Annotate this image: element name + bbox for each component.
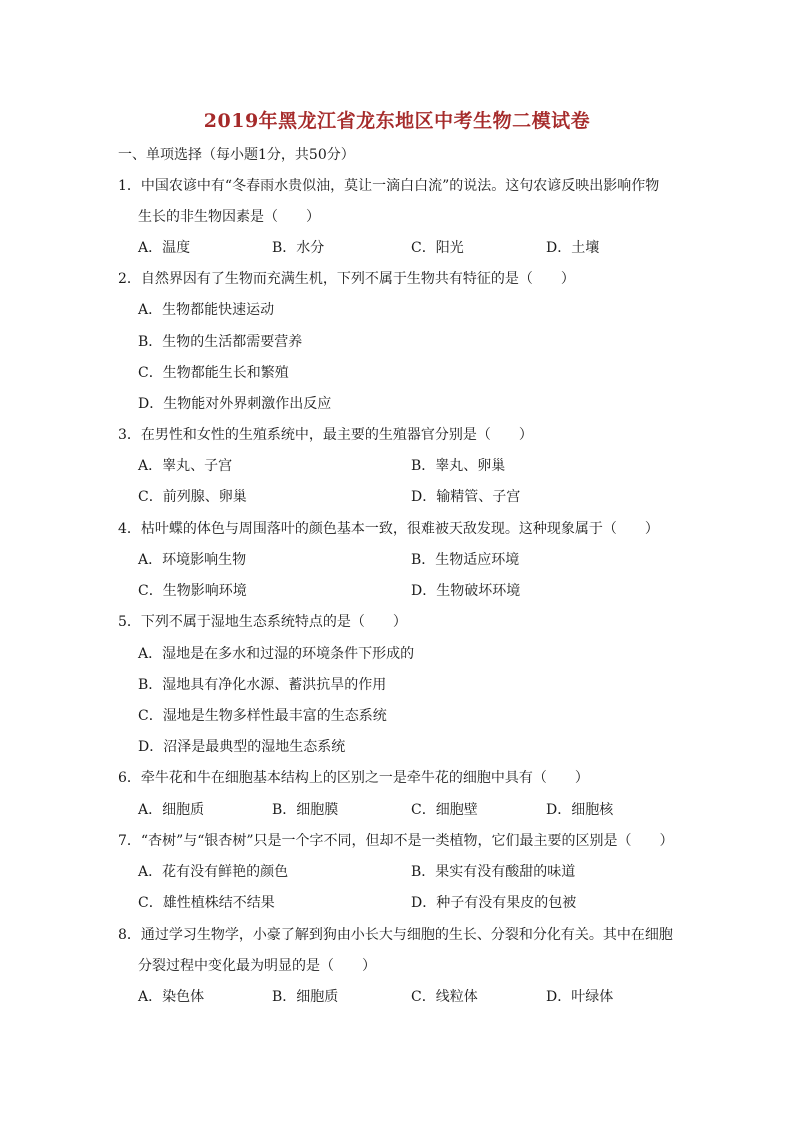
question-2-option-d: D．生物能对外界刺激作出反应 xyxy=(138,396,332,412)
question-3-option-a: A．睾丸、子宫 xyxy=(138,458,233,474)
exam-title: 2019年黑龙江省龙东地区中考生物二模试卷 xyxy=(203,110,591,132)
question-2-option-a: A．生物都能快速运动 xyxy=(138,302,275,318)
question-8-stem-cont: 分裂过程中变化最为明显的是（ ） xyxy=(138,958,376,974)
question-1-option-c: C．阳光 xyxy=(411,240,464,256)
question-5-option-c: C．湿地是生物多样性最丰富的生态系统 xyxy=(138,708,387,724)
question-5-option-b: B．湿地具有净化水源、蓄洪抗旱的作用 xyxy=(138,677,387,693)
question-4-option-d: D．生物破坏环境 xyxy=(411,583,521,599)
question-2-option-b: B．生物的生活都需要营养 xyxy=(138,334,303,350)
question-5-option-d: D．沼泽是最典型的湿地生态系统 xyxy=(138,739,346,755)
question-7-option-c: C．雄性植株结不结果 xyxy=(138,895,275,911)
question-4-stem: 4．枯叶蝶的体色与周围落叶的颜色基本一致，很难被天敌发现。这种现象属于（ ） xyxy=(118,521,659,537)
question-8-option-b: B．细胞质 xyxy=(272,989,339,1005)
question-8-option-d: D．叶绿体 xyxy=(546,989,614,1005)
question-1-option-d: D．土壤 xyxy=(546,240,600,256)
question-1-option-a: A．温度 xyxy=(138,240,191,256)
question-7-option-d: D．种子有没有果皮的包被 xyxy=(411,895,577,911)
question-6-option-d: D．细胞核 xyxy=(546,802,614,818)
question-8-stem: 8．通过学习生物学，小豪了解到狗由小长大与细胞的生长、分裂和分化有关。其中在细胞 xyxy=(118,927,673,943)
question-3-option-d: D．输精管、子宫 xyxy=(411,489,521,505)
question-8-option-c: C．线粒体 xyxy=(411,989,478,1005)
question-7-option-a: A．花有没有鲜艳的颜色 xyxy=(138,864,289,880)
question-4-option-b: B．生物适应环境 xyxy=(411,552,520,568)
question-4-option-a: A．环境影响生物 xyxy=(138,552,247,568)
question-1-stem: 1．中国农谚中有“冬春雨水贵似油，莫让一滴白白流”的说法。这句农谚反映出影响作物 xyxy=(118,178,660,194)
question-6-stem: 6．牵牛花和牛在细胞基本结构上的区别之一是牵牛花的细胞中具有（ ） xyxy=(118,770,589,786)
question-6-option-b: B．细胞膜 xyxy=(272,802,339,818)
question-8-option-a: A．染色体 xyxy=(138,989,205,1005)
question-1-option-b: B．水分 xyxy=(272,240,325,256)
question-5-option-a: A．湿地是在多水和过湿的环境条件下形成的 xyxy=(138,646,415,662)
question-1-stem-cont: 生长的非生物因素是（ ） xyxy=(138,209,320,225)
question-4-option-c: C．生物影响环境 xyxy=(138,583,247,599)
question-6-option-c: C．细胞壁 xyxy=(411,802,478,818)
question-5-stem: 5．下列不属于湿地生态系统特点的是（ ） xyxy=(118,614,407,630)
question-3-option-b: B．睾丸、卵巢 xyxy=(411,458,506,474)
question-3-option-c: C．前列腺、卵巢 xyxy=(138,489,247,505)
question-7-option-b: B．果实有没有酸甜的味道 xyxy=(411,864,576,880)
question-2-option-c: C．生物都能生长和繁殖 xyxy=(138,365,289,381)
section-heading: 一、单项选择（每小题1分，共50分） xyxy=(118,147,355,163)
question-2-stem: 2．自然界因有了生物而充满生机，下列不属于生物共有特征的是（ ） xyxy=(118,271,575,287)
question-6-option-a: A．细胞质 xyxy=(138,802,205,818)
question-7-stem: 7．“杏树”与“银杏树”只是一个字不同，但却不是一类植物，它们最主要的区别是（ ） xyxy=(118,833,674,849)
question-3-stem: 3．在男性和女性的生殖系统中，最主要的生殖器官分别是（ ） xyxy=(118,427,533,443)
